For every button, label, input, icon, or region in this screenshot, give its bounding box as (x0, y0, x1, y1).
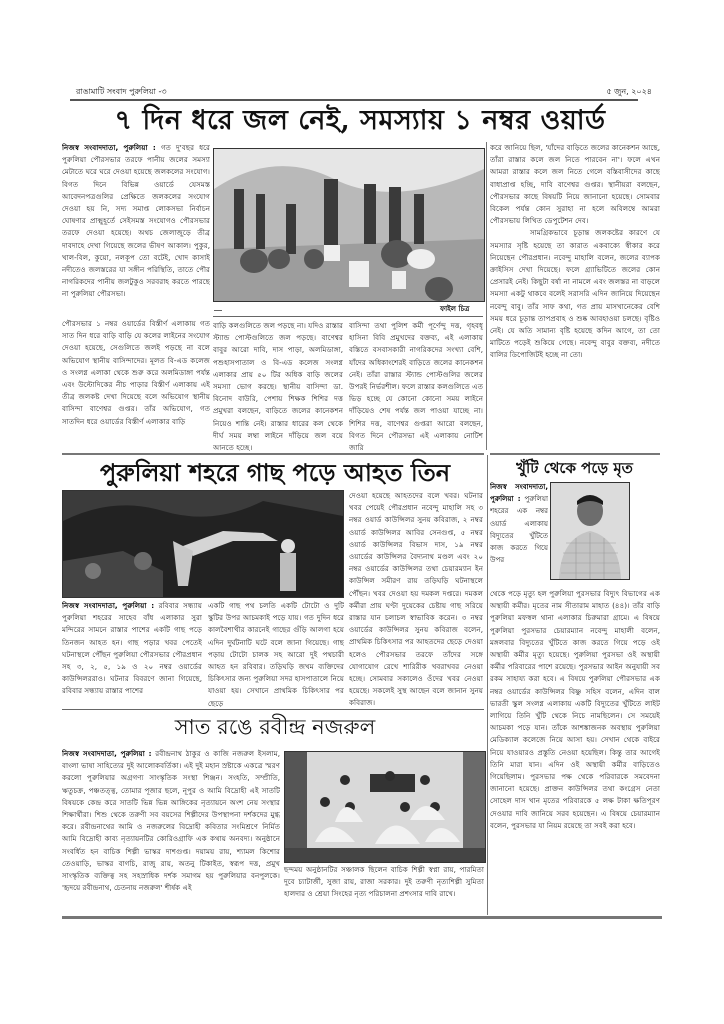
story2-column-1 (62, 600, 202, 708)
story2-text-3: দেওয়া হয়েছে আহতদের বলে খবর। ঘটনার খবর পেয়েই পৌরপ্রধান নবেন্দু মাহালি সহ ৩ নম্বর ওয়ার্ড কাউন্সিলর সুনয় কবিরাজ, ২ নম্বর ওয়ার্ড কাউন্সিলর আবির সেনগুপ্ত, ৫ নম্বর ওয়ার্ড কাউন্সিলর বিভাস দাস, ১৯ নম্বর ওয়ার্ডের কাউন্সিলর বৈদ্যনাথ মণ্ডল এবং ২০ নম্বর ওয়ার্ডের কাউন্সিলর তথা চেয়ারম্যান ইন কাউন্সিল সমীরণ রায় তড়িঘড়ি ঘটনাস্থলে পৌঁছন। খবর দেওয়া হয় দমকল দপ্তরে। দমকল কর্মীরা প্রায় ঘণ্টা দুয়েকের চেষ্টায় গাছ সরিয়ে রাস্তার যান চলাচল স্বাভাবিক করেন। ৩ নম্বর ওয়ার্ডের কাউন্সিলর সুনয় কবিরাজ বলেন, প্রাথমিক চিকিৎসার পর আহতদের ছেড়ে দেওয়া হলেও পৌরসভার তরফে তাঁদের সঙ্গে যোগাযোগ রেখে শারিরীক খবরাখবর নেওয়া হচ্ছে। সোমবার সকালেও ওঁদের খবর নেওয়া হয়েছে। সকলেই সুস্থ আছেন বলে জানান সুনয় কবিরাজ। (349, 491, 483, 708)
page-bottom-rule (62, 916, 662, 919)
story1-text-1a: গত দু'বছর ধরে পুরুলিয়া পৌরসভার তরফে পানীয় জলের সমস্যা মেটাতে ঘরে ঘরে দেওয়া হয়েছে জলকলের সংযোগ। বিগত দিনে বিভিন্ন ওয়ার্ডে যেসমস্ত আবেদনপত্রগুলির প্রেক্ষিতে জলকলের সংযোগ দেওয়া হয় নি, সদ্য সমাপ্ত লোকসভা নির্বাচন ঘোষণার প্রাক্মুহূর্তে সেইসমস্ত সংযোগও পৌরসভার তরফে দেওয়া হয়েছে। অথচ জেলাজুড়ে তীব্র দাবদাহে দেখা গিয়েছে জলের ভীষণ আকাল। পুকুর, খাল-বিল, কুয়ো, নলকূপ তো বটেই, খোদ কাসাই নদীতেও জলস্তরের যা সঙ্গীন পরিস্থিতি, তাতে পৌর নাগরিকদের পানীয় জলটুকুও সরবরাহ করতে পারছে না পুরুলিয়া পৌরসভা। (62, 143, 210, 299)
section-divider (62, 453, 484, 455)
story2-headline: পুরুলিয়া শহরে গাছ পড়ে আহত তিন (99, 458, 451, 487)
story3-headline: খুঁটি থেকে পড়ে মৃত (516, 459, 633, 477)
story2-photo (62, 490, 344, 598)
masthead-rule (70, 99, 638, 101)
story1-column-4 (490, 142, 660, 448)
fallen-tree-image (63, 491, 343, 597)
section-divider (62, 709, 484, 710)
section-divider (490, 453, 660, 455)
story1-text-4: করে জানিয়ে ছিল, 'যাঁদের বাড়িতে জলের কানেকশন আছে, তাঁরা রাস্তার কলে জল নিতে পারবেন না'। ফলে এখন আমরা রাস্তার কলে জল নিতে গেলে বস্তিবাসীদের কাছে বাধাপ্রাপ্ত হচ্ছি, দাবি বাণেশ্বর গুপ্তর। স্থানীয়রা বলছেন, পৌরসভার কাছে বিষয়টি নিয়ে জানানো হয়েছে। সোমবার বিকেল পর্যন্ত কোন সুরাহা না হলে অবিলম্বে আমরা পৌরসভায় লিখিত ডেপুটেশন দেব। (490, 143, 660, 226)
story4-text: রবীন্দ্রনাথ ঠাকুর ও কাজি নজরুল ইসলাম, বাংলা ভাষা সাহিত্যের দুই আলোকবর্তিকা। এই দুই মহান স্রষ্টাকে একত্রে স্মরণ করলো পুরুলিয়ার অগ্রগণ্য সাংস্কৃতিক সংস্থা শিঞ্জন। সংহতি, সম্প্রীতি, ঋতুচক্র, পঞ্চতত্ত্ব, তোমার পূজার ছলে, নূপুর ও আমি বিদ্রোহী এই সাতটি বিষয়কে কেন্দ্র করে সাতটি ভিন্ন ভিন্ন আঙ্গিকের নৃত্যায়নে অংশ নেয় সংস্থার শিক্ষার্থীরা। শিশু থেকে তরুণী সব বয়সের শিল্পীদের উপস্থাপনা দর্শকদের মুগ্ধ করে। রবীন্দ্রনাথের আমি ও নজরুলের বিদ্রোহী কবিতার সংমিশ্রণে নির্মিত আমি বিদ্রোহী কাব্য নৃত্যায়নটির কোরিওগ্রাফি এক কথায় অনবদ্য। অনুষ্ঠানে সংবর্ধিত হন বাচিক শিল্পী ভাস্কর দাশগুপ্ত। দয়াময় রায়, শ্যামল কিশোর তেওয়াড়ি, ভাস্কর বাগচি, রাজু রায়, অতনু টিকাইত, স্বরূপ দত্ত, প্রমুখ সাংস্কৃতিক ব্যক্তিত্ব সহ সহস্রাধিক দর্শক সমাগম হয় পুরুলিয়ার বনপুলকে। 'হৃদয়ে রবীন্দ্রনাথ, চেতনায় নজরুল' শীর্ষক এই (62, 749, 280, 893)
story4-byline: নিজস্ব সংবাদদাতা, পুরুলিয়া : (62, 749, 152, 758)
story1-column-2 (213, 320, 343, 452)
water-queue-image (214, 149, 484, 301)
dance-performance-image (285, 752, 485, 862)
story3-text: থেকে পড়ে মৃত্যু হল পুরুলিয়া পুরসভার বিদ্যুৎ বিভাগের এক অস্থায়ী কর্মীর। মৃতের নাম সীতারাম মাহাত (৪৪)। তাঁর বাড়ি পুরুলিয়া মফস্বল থানা এলাকার চিরুমারা গ্রামে। এ বিষয়ে পুরুলিয়া পুরসভার চেয়ারম্যান নবেন্দু মাহালী বলেন, মঙ্গলবার বিদ্যুতের খুঁটিতে কাজ করতে গিয়ে পড়ে ওই অস্থায়ী কর্মীর মৃত্যু হয়েছে। পুরুলিয়া পুরসভা ওই অস্থায়ী কর্মীর পরিবারের পাশে রয়েছে। পুরসভার আইন অনুযায়ী সব রকম সাহায্য করা হবে। এ বিষয়ে পুরুলিয়া পৌরসভার এক নম্বর ওয়ার্ডের কাউন্সিলর বিষ্ণু সহিস বলেন, এদিন বাল ভারতী স্কুল সংলগ্ন এলাকায় একটি বিদ্যুতের খুঁটিতে লাইট লাগিয়ে তিনি খুঁটি থেকে নিচে নামছিলেন। সে সময়েই আচমকা পড়ে যান। তাঁকে আশঙ্কাজনক অবস্থায় পুরুলিয়া মেডিক্যাল কলেজে নিয়ে আসা হয়। সেখান থেকে বাইরে নিয়ে যাওয়ারও প্রস্তুতি নেওয়া হয়েছিল। কিন্তু তার আগেই তিনি মারা যান। এদিন ওই অস্থায়ী কর্মীর বাড়িতেও গিয়েছিলাম। পুরসভার পক্ষ থেকে পরিবারকে সমবেদনা জানানো হয়েছে। প্রাক্তন কাউন্সিলর তথা কংগ্রেস নেতা সোহেল দাস খান মৃতের পরিবারকে ৫ লক্ষ টাকা ক্ষতিপূরণ দেওয়ার দাবি জানিয়ে সরব হয়েছেন। এ বিষয়ে চেয়ারম্যান বলেন, পুরসভার যা নিয়ম রয়েছে তা সবই করা হবে। (490, 589, 660, 830)
story3-body (490, 588, 660, 916)
story3-portrait (550, 482, 630, 580)
divider (213, 316, 483, 317)
story2-column-2 (208, 600, 344, 708)
story2-text-2: একটি গাছ পথ চলতি একটি টোটো ও দুটি স্কুটির উপর আচমকাই পড়ে যায়। গত দুদিন ধরে কালবৈশাখীর কারনেই গাছের গুঁড়ি আলগা হয়ে এদিন দুর্ঘটনাটি ঘটে বলে জানা গিয়েছে। গাছ পড়ায় টোটো চালক সহ আরো দুই পথচারী আহত হন রবিবার। তড়িঘড়ি জখম ব্যক্তিদের চিকিৎসার জন্য পুরুলিয়া সদর হাসপাতালে নিয়ে যাওয়া হয়। সেখানে প্রাথমিক চিকিৎসার পর ছেড়ে (208, 601, 344, 708)
story1-text-4b: সামগ্রিকভাবে চূড়ান্ত জলকষ্টের কারণে যে সমস্যার সৃষ্টি হয়েছে তা কারাত একবাক্যে স্বীকার করে নিয়েছেন পৌরপ্রধান। নবেন্দু মাহালি বলেন, জলের ব্যাপক ক্রাইসিস দেখা দিয়েছে। ফলে গ্র্যাভিটিতে জলের কোন প্রেসারই নেই। কিছুটা বর্ষা না নামলে এবং জলস্তর না বাড়লে সমস্যা একটু থাকবে বলেই সরাসরি এদিন জানিয়ে দিয়েছেন নবেন্দু বাবু। তাঁর সাফ কথা, গত প্রায় মাসখানেকের বেশি সময় ধরে চূড়ান্ত তাপপ্রবাহ ও শুষ্ক আবহাওয়া চলছে। বৃষ্টিও নেই। যে অতি সামান্য বৃষ্টি হয়েছে কদিন আগে, তা তো মাটিতে পড়েই শুকিয়ে গেছে। নবেন্দু বাবুর বক্তব্য, নদীতে বালির ডিপোজিটই হচ্ছে না তো। (490, 228, 660, 360)
divider (214, 310, 222, 311)
story4-photo (284, 751, 486, 863)
story1-text-2: বাড়ি কলগুলিতে জল পড়ছে না। যদিও রাস্তার স্ট্যান্ড পোস্টগুলিতে জল পড়ছে। বাণেশ্বর বাবুর আরো দাবি, দাস পাড়া, অলমিডাঙ্গা, পশুহাসপাতাল ও বি-এড কলেজ সংলগ্ন এলাকার প্রায় ৫০ টির অধিক বাড়ি জলের সমস্যা ভোগ করছে। স্থানীয় বাসিন্দা ডা. বিনোদ বাউরি, পেশায় শিক্ষক শিশির দত্ত প্রমুখরা বলছেন, বাড়িতে জলের কানেকশন নিয়েও শান্তি নেই। রাস্তার ধারের কল থেকে দীর্ঘ সময় লম্বা লাইনে দাঁড়িয়ে জল বয়ে আনতে হচ্ছে। (213, 321, 343, 452)
story1-text-3: বাসিন্দা তথা পুলিশ কর্মী পূর্ণেন্দু দত্ত, গৃহবধূ হাসিনা বিবি প্রমুখদের বক্তব্য, এই এলাকায় বস্তিতে বসবাসকারী নাগরিকদের সংখ্যা বেশি, যাঁদের অধিকাংশেরই বাড়িতে জলের কানেকশন নেই। তাঁরা রাস্তার স্ট্যান্ড পোস্টগুলির জলের উপরই নির্ভরশীল। ফলে রাস্তার কলগুলিতে এত ভিড় হচ্ছে যে কোনো কোনো সময় লাইনে দাঁড়িয়েও শেষ পর্যন্ত জল পাওয়া যাচ্ছে না। শিশির দত্ত, বাণেশ্বর গুপ্তরা আরো বলছেন, বিগত দিনে পৌরসভা এই এলাকায় নোটিশ জারি (349, 321, 483, 452)
story4-photo-caption: ছন্দময় অনুষ্ঠানটির সঞ্চালক ছিলেন বাচিক শিল্পী স্বপ্না রায়, পারমিতা দুবে চ্যাটার্জী, সুজা রায়, রাজা সরকার। দুই তরুণী নৃত্যশিল্পী সুমিতা হালদার ও শ্রেয়া সিংহের নৃত্য পরিচালনা প্রশংসার দাবি রাখে। (284, 865, 484, 898)
story1-byline: নিজস্ব সংবাদদাতা, পুরুলিয়া : (62, 143, 156, 152)
portrait-image (551, 483, 629, 579)
story2-byline: নিজস্ব সংবাদদাতা, পুরুলিয়া : (62, 601, 155, 610)
publication-name: রাঙামাটি সংবাদ পুরুলিয়া -৩ (76, 87, 167, 96)
story4-body (62, 748, 280, 912)
story1-photo (213, 148, 485, 302)
story3-intro (490, 481, 548, 589)
story1-column-1b (62, 318, 210, 452)
story2-column-3 (349, 490, 483, 708)
publication-date: ৫ জুন, ২০২৪ (606, 87, 652, 96)
story3-intro-text: পুরুলিয়া শহরের এক নম্বর ওয়ার্ড এলাকায় বিদ্যুতের খুঁটিতে কাজ করতে গিয়ে উপর (490, 495, 548, 565)
story1-column-3 (349, 320, 483, 452)
column-divider (486, 142, 487, 450)
column-divider (487, 455, 488, 915)
masthead (58, 86, 662, 98)
story1-photo-credit: ফাইল চিত্র (440, 305, 470, 313)
story2-text-1: রবিবার সন্ধ্যায় পুরুলিয়া শহরের সাহেব বাঁধ এলাকার সুরা মন্দিরের সামনে রাস্তার পাশের একটি গাছ পড়ে তিনজন আহত হন। গাছ পড়ার খবর পেতেই ঘটনাস্থলে পৌঁছন পুরুলিয়া পৌরসভার পৌরপ্রধান সহ ৩, ২, ৫, ১৯ ও ২০ নম্বর ওয়ার্ডের কাউন্সিলররাও। ঘটনার বিবরণে জানা গিয়েছে, রবিবার সন্ধ্যায় রাস্তার পাশের (62, 601, 202, 696)
story1-text-1b: পৌরসভার ১ নম্বর ওয়ার্ডের বিস্তীর্ণ এলাকায় গত সাত দিন ধরে বাড়ি বাড়ি যে কলের লাইনের সংযোগ দেওয়া হয়েছে, সেগুলিতে জলই পড়ছে না বলে অভিযোগ স্থানীয় বাসিন্দাদের। মূলত বি-এড কলেজ ও সংলগ্ন এলাকা থেকে শুরু করে অলমিডাঙ্গা পর্যন্ত এবং উল্টোদিকের নীচ পাড়ার বিস্তীর্ণ এলাকায় এই তীব্র জলকষ্ট দেখা দিয়েছে বলে অভিযোগ স্থানীয় বাসিন্দা বাণেশ্বর গুপ্তর। তাঁর অভিযোগ, গত সাতদিন ধরে ওয়ার্ডের বিস্তীর্ণ এলাকার বাড়ি (62, 319, 210, 426)
story3-byline: নিজস্ব সংবাদদাতা, পুরুলিয়া : (490, 483, 548, 504)
story4-headline: সাত রঙে রবীন্দ্র নজরুল (174, 715, 376, 739)
story1-headline: ৭ দিন ধরে জল নেই, সমস্যায় ১ নম্বর ওয়ার্ড (114, 105, 606, 136)
story1-column-1a (62, 142, 210, 317)
